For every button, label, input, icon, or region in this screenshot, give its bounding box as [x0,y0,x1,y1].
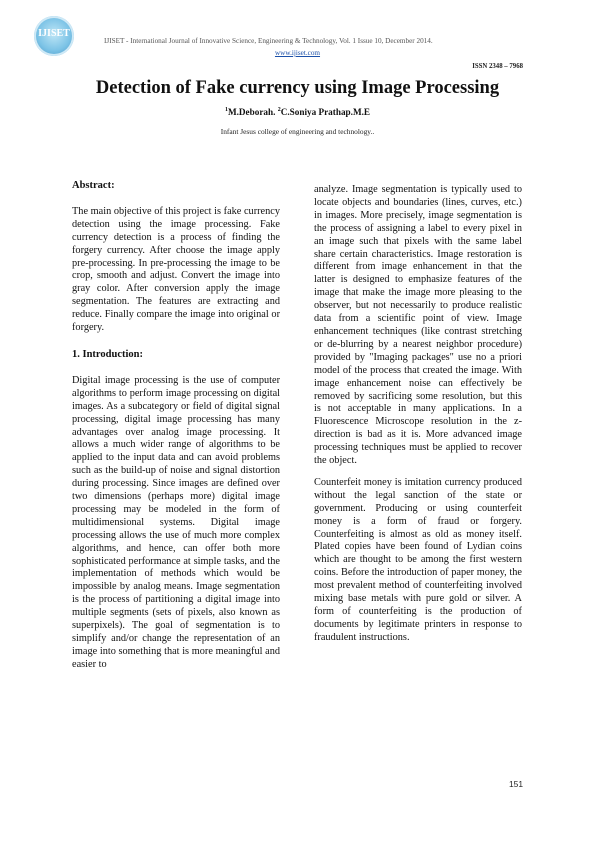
abstract-text: The main objective of this project is fake currency detection using the image processing. Fake currency detection is a process of finding the forgery currency. After choose the image apply pre-processing. In pre-processing the image to be crop, smooth and adjust. Convert the image into gray color. After conversion apply the image segmentation. The features are extracting and reduce. Finally compare the image into original or forgery. [72,205,280,334]
author2-name: C.Soniya Prathap.M.E [280,107,371,118]
left-column [72,180,280,681]
author-line [0,107,595,117]
author1-name: M.Deborah. [227,107,276,118]
counterfeit-paragraph: Counterfeit money is imitation currency produced without the legal sanction of the state or government. Producing or using counterfeit money is a form of fraud or forgery. Counterfeiting is almost as old as money itself. Plated copies have been found of Lydian coins which are thought to be among the first western coins. Before the introduction of paper money, the most prevalent method of counterfeiting involved mixing base metals with pure gold or silver. A form of counterfeiting is the production of documents by legitimate printers in response to fraudulent instructions. [314,476,522,643]
introduction-paragraph: Digital image processing is the use of computer algorithms to perform image processing on digital images. As a subcategory or field of digital signal processing, digital image processing has many advantages over analog image processing. It allows a much wider range of algorithms to be applied to the input data and can avoid problems such as the build-up of noise and signal distortion during processing. Since images are defined over two dimensions (perhaps more) digital image processing may be modeled in the form of multidimensional systems. Digital image processing allows the use of much more complex algorithms, and hence, can offer both more sophisticated performance at simple tasks, and the implementation of methods which would be impossible by analog means. Image segmentation is the process of partitioning a digital image into multiple segments (sets of pixels, also known as superpixels). The goal of segmentation is to simplify and/or change the representation of an image into something that is more meaningful and easier to [72,374,280,670]
affiliation: Infant Jesus college of engineering and technology.. [220,127,375,136]
journal-logo-text: IJISET [38,28,70,39]
journal-header-line: IJISET - International Journal of Innovative Science, Engineering & Technology, Vol. 1 Issue 10, December 2014. [104,37,433,45]
author2-number: 2 [277,107,281,113]
issn-label: ISSN 2348 – 7968 [472,63,523,70]
introduction-paragraph-continued: analyze. Image segmentation is typically used to locate objects and boundaries (lines, curves, etc.) in images. More precisely, image segmentation is the process of assigning a label to every pixel in an image such that pixels with the same label share certain characteristics. Image restoration is different from image enhancement in that the latter is designed to emphasize features of the image that make the image more pleasing to the observer, but not necessarily to produce realistic data from a scientific point of view. Image enhancement techniques (like contrast stretching or de-blurring by a nearest neighbor procedure) provided by "Imaging packages" use no a priori model of the process that created the image. With image enhancement noise can effectively be removed by sacrificing some resolution, but this is not acceptable in many applications. In a Fluorescence Microscope resolution in the z-direction is bad as it is. More advanced image processing techniques must be applied to recover the object. [314,184,522,467]
abstract-heading: Abstract: [72,180,115,191]
paper-title: Detection of Fake currency using Image Processing [95,78,500,98]
author1-number: 1 [224,107,228,113]
introduction-heading: 1. Introduction: [72,348,143,360]
right-column [314,184,522,654]
journal-url-link[interactable]: www.ijiset.com [274,49,321,57]
page-number: 151 [509,779,523,789]
